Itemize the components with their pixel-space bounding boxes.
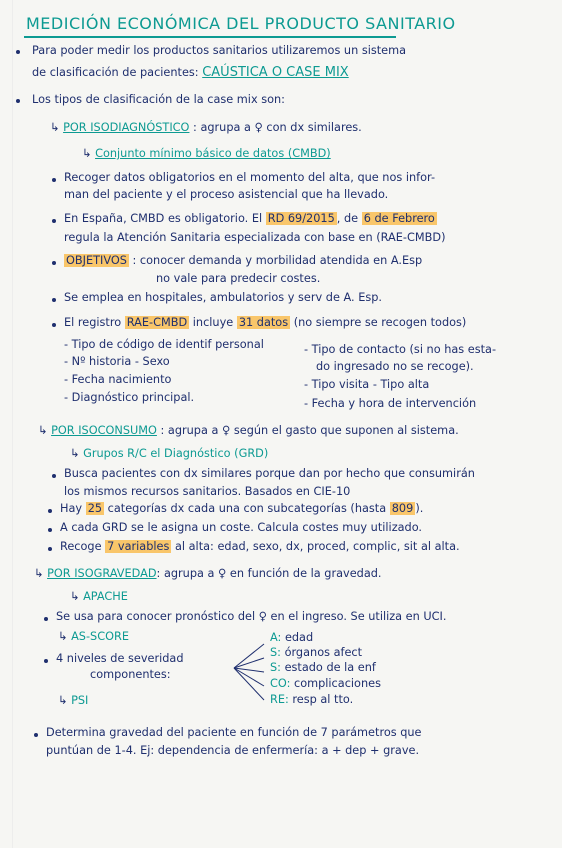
as-item-key: S:	[270, 661, 281, 674]
text: categorías dx cada una con subcategorías (hasta	[107, 502, 387, 515]
highlight: 6 de Febrero	[363, 212, 435, 225]
subheading-text: Grupos R/C el Diagnóstico (GRD)	[83, 447, 269, 460]
highlight: 25	[87, 502, 103, 515]
branch-arrows-icon	[232, 640, 268, 710]
arrow-icon: ↳	[58, 630, 68, 643]
highlight: OBJETIVOS	[66, 254, 127, 267]
as-item-key: RE:	[270, 693, 289, 706]
highlight: RD 69/2015	[267, 212, 335, 225]
bullet-dot	[44, 617, 48, 621]
list-right-1: do ingresado no se recoge).	[316, 360, 474, 373]
as-item-2	[270, 661, 376, 675]
bullet-dot	[44, 659, 48, 663]
section-description: : agrupa a ♀ en función de la gravedad.	[156, 567, 382, 580]
as-item-value: complicaciones	[293, 677, 381, 690]
bullet-dot	[34, 733, 38, 737]
bullet-dot	[52, 261, 56, 265]
subheading-text: AS-SCORE	[71, 630, 129, 643]
bullet-dot	[16, 99, 20, 103]
grd-point-1b: los mismos recursos sanitarios. Basados en CIE-10	[64, 485, 351, 498]
text: al alta: edad, sexo, dx, proced, complic, sit al alta.	[174, 540, 460, 553]
cmbd-objetivos-2: no vale para predecir costes.	[156, 272, 321, 285]
list-right-2: - Tipo visita - Tipo alta	[304, 378, 430, 391]
section-isoconsumo	[38, 424, 459, 438]
section-description: : agrupa a ♀ según el gasto que suponen al sistema.	[160, 424, 459, 437]
bullet-dot	[52, 474, 56, 478]
grd-point-1a: Busca pacientes con dx similares porque dan por hecho que consumirán	[64, 467, 475, 480]
highlight: RAE-CMBD	[126, 316, 188, 329]
cmbd-point-4: Se emplea en hospitales, ambulatorios y serv de A. Esp.	[64, 291, 382, 304]
bullet-dot	[48, 528, 52, 532]
arrow-icon: ↳	[50, 121, 60, 134]
as-item-3	[270, 677, 381, 691]
types-line: Los tipos de clasificación de la case mix son:	[32, 93, 285, 106]
text: ).	[415, 502, 424, 515]
apache-subheading	[70, 590, 128, 604]
list-right-0: - Tipo de contacto (si no has esta-	[304, 343, 497, 356]
bullet-dot	[52, 178, 56, 182]
cmbd-point-1b: man del paciente y el proceso asistencial que ha llevado.	[64, 188, 389, 201]
bullet-dot	[52, 219, 56, 223]
arrow-icon: ↳	[34, 567, 44, 580]
psi-point-b: puntúan de 1-4. Ej: dependencia de enfermería: a + dep + grave.	[46, 744, 420, 757]
text: El registro	[64, 316, 122, 329]
apache-point: Se usa para conocer pronóstico del ♀ en el ingreso. Se utiliza en UCI.	[56, 610, 447, 623]
as-item-0	[270, 631, 313, 645]
cmbd-objetivos	[64, 254, 422, 268]
as-item-value: edad	[284, 631, 314, 644]
highlight: 809	[391, 502, 414, 515]
title-underline	[24, 36, 396, 38]
cmbd-point-5	[64, 316, 466, 330]
section-description: : agrupa a ♀ con dx similares.	[193, 121, 362, 134]
as-item-1	[270, 646, 362, 660]
section-isogravedad	[34, 567, 382, 581]
intro-line-2	[32, 66, 349, 80]
arrow-icon: ↳	[70, 447, 80, 460]
text: Hay	[60, 502, 83, 515]
text: incluye	[192, 316, 234, 329]
list-left-3: - Diagnóstico principal.	[64, 391, 195, 404]
section-heading: POR ISOCONSUMO	[51, 424, 157, 437]
grd-subheading	[70, 447, 268, 461]
as-item-value: órganos afect	[284, 646, 363, 659]
text: En España, CMBD es obligatorio. El	[64, 212, 263, 225]
bullet-dot	[16, 50, 20, 54]
list-left-1: - Nº historia - Sexo	[64, 355, 170, 368]
subheading-text: Conjunto mínimo básico de datos (CMBD)	[95, 147, 331, 160]
highlight: 7 variables	[107, 540, 170, 553]
section-heading: POR ISOGRAVEDAD	[47, 567, 157, 580]
bullet-dot	[48, 509, 52, 513]
psi-point-a: Determina gravedad del paciente en función de 7 parámetros que	[46, 726, 422, 739]
subheading-text: APACHE	[83, 590, 128, 603]
as-item-4	[270, 693, 353, 707]
cmbd-point-2b: regula la Atención Sanitaria especializada con base en (RAE-CMBD)	[64, 231, 446, 244]
section-heading: POR ISODIAGNÓSTICO	[63, 121, 190, 134]
list-left-0: - Tipo de código de identif personal	[64, 338, 264, 351]
intro-line-1: Para poder medir los productos sanitarios utilizaremos un sistema	[32, 44, 407, 57]
as-item-value: resp al tto.	[292, 693, 354, 706]
list-right-3: - Fecha y hora de intervención	[304, 397, 477, 410]
as-score-levels: 4 niveles de severidad	[56, 652, 184, 665]
cmbd-point-1a: Recoger datos obligatorios en el momento del alta, que nos infor-	[64, 171, 436, 184]
arrow-icon: ↳	[82, 147, 92, 160]
arrow-icon: ↳	[58, 694, 68, 707]
as-item-value: estado de la enf	[284, 661, 376, 674]
arrow-icon: ↳	[38, 424, 48, 437]
list-left-2: - Fecha nacimiento	[64, 373, 172, 386]
case-mix-term: CAÚSTICA O CASE MIX	[202, 65, 349, 80]
as-item-key: CO:	[270, 677, 291, 690]
grd-point-2	[60, 502, 423, 516]
grd-point-4	[60, 540, 460, 554]
page-title: MEDICIÓN ECONÓMICA DEL PRODUCTO SANITARIO	[26, 14, 456, 33]
subheading-text: PSI	[71, 694, 89, 707]
intro-text: de clasificación de pacientes:	[32, 66, 199, 79]
text: (no siempre se recogen todos)	[293, 316, 467, 329]
highlight: 31 datos	[238, 316, 289, 329]
psi-subheading	[58, 694, 88, 708]
as-item-key: A:	[270, 631, 282, 644]
cmbd-subheading	[82, 147, 331, 161]
as-score-subheading	[58, 630, 129, 644]
cmbd-point-2a	[64, 212, 437, 226]
bullet-dot	[52, 298, 56, 302]
arrow-icon: ↳	[70, 590, 80, 603]
text: Recoge	[60, 540, 102, 553]
as-score-components: componentes:	[90, 668, 171, 681]
grd-point-3: A cada GRD se le asigna un coste. Calcula costes muy utilizado.	[60, 521, 423, 534]
text: : conocer demanda y morbilidad atendida en A.Esp	[132, 254, 423, 267]
text: , de	[336, 212, 359, 225]
section-isodiagnostico	[50, 121, 362, 135]
as-item-key: S:	[270, 646, 281, 659]
bullet-dot	[48, 547, 52, 551]
bullet-dot	[52, 323, 56, 327]
